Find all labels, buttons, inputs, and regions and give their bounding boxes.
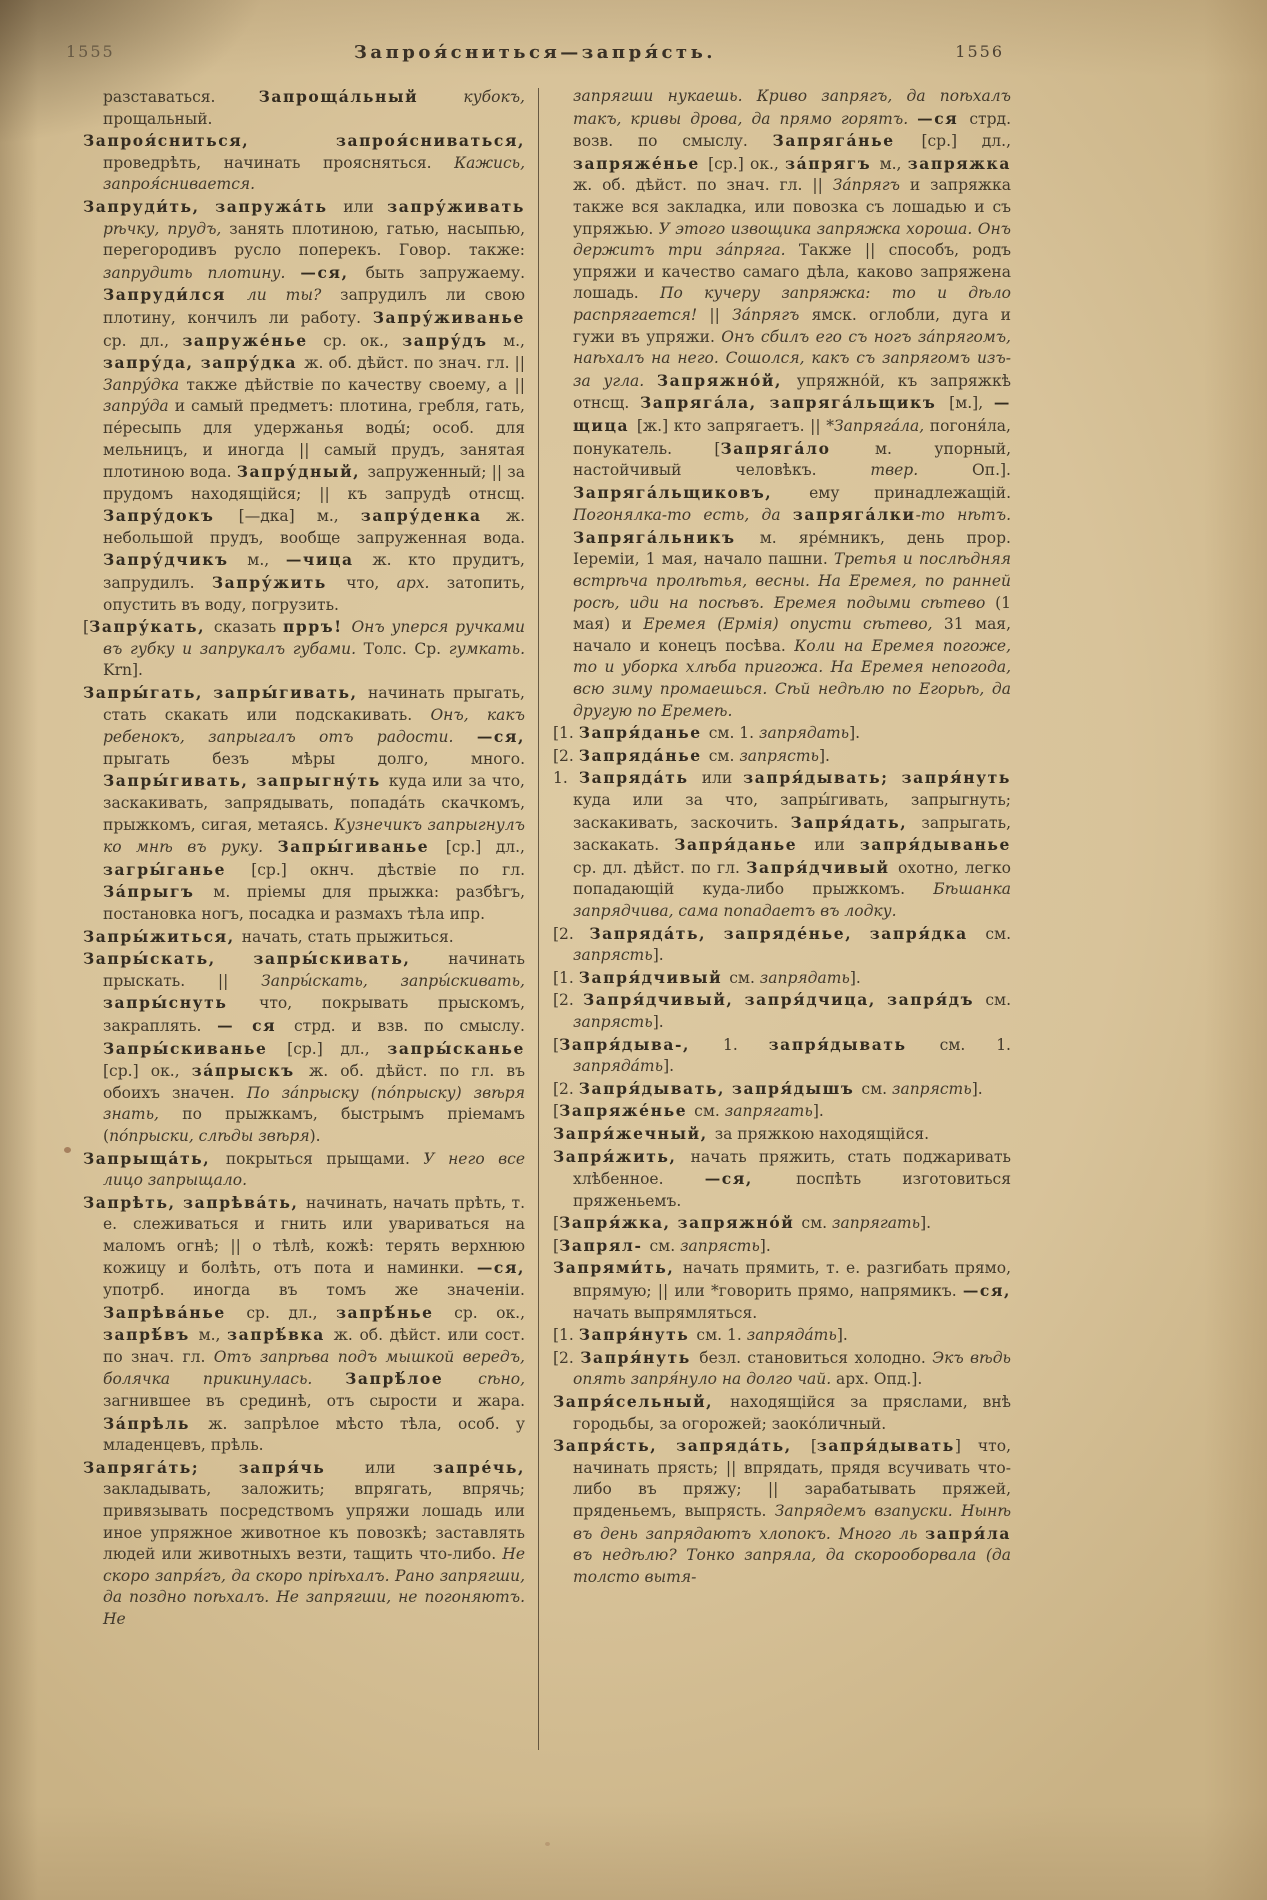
example-italic: запрягать xyxy=(832,1214,921,1233)
headword-bold: Запры́житься, xyxy=(83,926,242,946)
example-italic: Бѣшанка запрядчива, сама попадаетъ въ лодку. xyxy=(573,880,1011,920)
dictionary-entry: [Запрял- см. запрясть]. xyxy=(553,1235,771,1255)
page-number-left: 1555 xyxy=(66,42,115,61)
headword-bold: —ся, xyxy=(300,262,366,282)
example-italic: Запряга́ла, xyxy=(833,416,930,435)
headword-bold: загры́ганье xyxy=(103,859,252,879)
headword-bold: Запряже́нье xyxy=(559,1101,695,1121)
example-italic: За́прягъ xyxy=(832,176,910,195)
example-italic: У этого извощика запряжка хороша. Онъ держитъ три за́пряга. xyxy=(573,219,1011,260)
dictionary-entry: Запря́жить, начать пряжить, стать поджаривать хлѣбенное. —ся, поспѣть изготовиться пряженьемъ. xyxy=(553,1146,1011,1210)
page-number-right: 1556 xyxy=(955,42,1004,61)
example-italic: У него все лицо запрыщало. xyxy=(103,1149,525,1190)
headword-bold: Запру́докъ xyxy=(103,506,239,526)
headword-bold: Запря́дчивый, запря́дчица, запря́дъ xyxy=(583,990,986,1010)
column-divider-rule xyxy=(538,88,539,1750)
headword-bold: запруже́нье xyxy=(182,330,324,350)
ink-speck xyxy=(64,1147,71,1153)
headword-bold: запры́снуть xyxy=(103,993,260,1013)
dictionary-entry: Запря́сельный, находящійся за пряслами, внѣ городьбы, за огорожей; заоко́личный. xyxy=(553,1392,1011,1433)
headword-bold: —ся, xyxy=(476,1258,525,1278)
dictionary-entry: Запрями́ть, начать прямить, т. е. разгибать прямо, впрямую; || или *говорить прямо, напрямикъ. —ся, начать выпрямляться. xyxy=(553,1258,1011,1322)
example-italic: Кузнечикъ запрыгнулъ ко мнѣ въ руку. xyxy=(103,815,525,857)
dictionary-entry: Запруди́ть, запружа́ть или запру́живать рѣчку, прудъ, занять плотиною, гатью, насыпью, перегородивъ русло поперекъ. Говор. также: запрудить плотину. —ся, быть запружаему. Запруди́лся ли ты? запрудилъ ли свою плотину, кончилъ ли работу. Запру́живанье ср. дл., запруже́нье ср. ок., запру́дъ м., запру́да, запру́дка ж. об. дѣйст. по знач. гл. || Запру́дка также дѣйствіе по качеству своему, а || запру́да и самый предметъ: плотина, гребля, гать, пе́ресыпь для удержанья воды́; особ. для мельницъ, и иногда || самый прудъ, занятая плотиною вода. Запру́дный, запруженный; || за прудомъ находящійся; || къ запрудѣ отнсщ. Запру́докъ [—дка] м., запру́денка ж. небольшой прудъ, вообще запруженная вода. Запру́дчикъ м., —чица ж. кто прудитъ, запрудилъ. Запру́жить что, арх. затопить, опустить въ воду, погрузить. xyxy=(83,196,525,614)
example-italic: Погонялка-то есть, да xyxy=(573,506,793,525)
example-italic: Еремея (Ермія) опусти сѣтево, xyxy=(643,615,944,634)
running-head-title: Запроя́сниться—запря́сть. xyxy=(353,42,717,63)
dictionary-entry: Запрыща́ть, покрыться прыщами. У него все лицо запрыщало. xyxy=(83,1148,525,1190)
headword-bold: Запря́жечный, xyxy=(553,1123,715,1143)
headword-bold: Запры́гать, запры́гивать, xyxy=(83,683,369,703)
headword-bold: Запру́дчикъ xyxy=(103,550,248,570)
dictionary-entry: Запроя́сниться, запроя́сниваться, проведрѣть, начинать проясняться. Кажись, запроя́снивается. xyxy=(83,131,525,194)
dictionary-entry: Запрѣть, запрѣва́ть, начинать, начать прѣть, т. е. слеживаться и гнить или увариваться на маломъ огнѣ; || о тѣлѣ, кожѣ: терять верхнюю кожицу и болѣть, отъ пота и наминки. —ся, употрб. иногда въ томъ же значеніи. Запрѣва́нье ср. дл., запрѣ́нье ср. ок., запрѣ́въ м., запрѣ́вка ж. об. дѣйст. или сост. по знач. гл. Отъ запрѣва подъ мышкой вередъ, болячка прикинулась. Запрѣ́лое сѣно, загнившее въ срединѣ, отъ сырости и жара. За́прѣль ж. запрѣлое мѣсто тѣла, особ. у младенцевъ, прѣль. xyxy=(83,1192,525,1455)
headword-bold: запряжка xyxy=(907,153,1011,173)
dictionary-entry: Запря́сть, запряда́ть, [запря́дывать] что, начинать прясть; || впрядать, прядя всучивать что-либо въ пряжу; || зарабатывать пряжей, пряденьемъ, выпрясть. Запрядемъ взапуски. Нынѣ въ день запрядаютъ хлопокъ. Много ль запря́ла въ недѣлю? Тонко запряла, да скорооборвала (да толсто вытя- xyxy=(553,1436,1011,1586)
dictionary-entry: [Запря́дыва-, 1. запря́дывать см. 1. запряда́ть]. xyxy=(553,1034,1011,1076)
headword-bold: Запряга́ть; запря́чь xyxy=(83,1457,365,1477)
example-italic: запрудить плотину. xyxy=(103,263,301,282)
headword-bold: Запря́сельный, xyxy=(553,1392,731,1412)
example-italic: твер. xyxy=(870,461,973,480)
headword-bold: Запряжно́й, xyxy=(656,370,797,390)
example-italic: Коли на Еремея погоже, то и уборка хлѣба пригожа. На Еремея непогода, всю зиму промаешься. Сѣй недѣлю по Егорьѣ, да другую по Еремеѣ. xyxy=(573,636,1011,720)
example-italic: Онъ сбилъ его съ ногъ за́прягомъ, наѣхалъ на него. Сошолся, какъ съ запрягомъ изъ-за угла. xyxy=(573,327,1011,390)
headword-bold: —ся, xyxy=(476,727,525,747)
example-italic: сѣно, xyxy=(478,1370,525,1389)
headword-bold: запру́да, запру́дка xyxy=(103,353,305,373)
headword-bold: —ся, xyxy=(704,1169,797,1189)
dictionary-entry: [2. Запряда́нье см. запрясть]. xyxy=(553,745,830,765)
ink-speck xyxy=(545,1842,550,1846)
headword-bold: Запроща́льный xyxy=(258,87,464,106)
headword-bold: Запряга́нье xyxy=(772,131,922,151)
headword-bold: запры́сканье xyxy=(387,1038,525,1058)
headword-bold: За́прыгъ xyxy=(103,882,214,902)
headword-bold: —чица xyxy=(285,550,373,570)
example-italic: запряда́ть xyxy=(746,1326,837,1345)
headword-bold: Запряда́ть, запряде́нье, запря́дка xyxy=(589,923,986,943)
headword-bold: Запрѣть, запрѣва́ть, xyxy=(83,1192,306,1212)
example-italic: запрясть xyxy=(680,1236,760,1255)
headword-bold: прръ! xyxy=(282,617,352,637)
example-italic: запрядать xyxy=(759,724,850,743)
headword-bold: Запры́скать, запры́скивать, xyxy=(83,949,449,969)
example-italic: кубокъ, xyxy=(463,88,525,106)
headword-bold: —ся, xyxy=(962,1281,1011,1301)
headword-bold: Запроя́сниться, запроя́сниваться, xyxy=(83,131,525,151)
dictionary-entry: Запры́скать, запры́скивать, начинать прыскать. || Запры́скать, запры́скивать, запры́снуть что, покрывать прыскомъ, закраплять. — ся стрд. и взв. по смыслу. Запры́скиванье [ср.] дл., запры́сканье [ср.] ок., за́прыскъ ж. об. дѣйст. по гл. въ обоихъ значен. По за́прыску (по́прыску) звѣря знать, по прыжкамъ, быстрымъ пріемамъ (по́прыски, слѣды звѣря). xyxy=(83,949,525,1145)
headword-bold: запре́чь, xyxy=(432,1457,525,1477)
headword-bold: запря́дывать xyxy=(768,1034,940,1054)
headword-bold: Запря́данье xyxy=(578,723,709,743)
headword-bold: —ся xyxy=(917,108,970,128)
example-italic: гумкать. xyxy=(448,639,525,658)
example-italic: запрясть xyxy=(892,1079,972,1098)
headword-bold: Запрѣ́лое xyxy=(345,1369,479,1389)
example-italic: по́прыски, слѣды звѣря xyxy=(109,1126,310,1145)
example-italic: Запру́дка xyxy=(103,375,187,394)
headword-bold: Запря́нуть xyxy=(578,1325,697,1345)
headword-bold: запру́дъ xyxy=(402,330,504,350)
headword-bold: Запрѣва́нье xyxy=(103,1302,247,1322)
dictionary-entry: [2. Запря́дчивый, запря́дчица, запря́дъ см. запрясть]. xyxy=(553,990,1011,1031)
example-italic: Онъ, какъ ребенокъ, запрыгалъ отъ радости. xyxy=(103,705,525,747)
example-italic: Кажись, запроя́снивается. xyxy=(103,153,525,194)
text-columns xyxy=(83,86,1011,1776)
example-italic: Не скоро запря́гъ, да скоро пріѣхалъ. Рано запрягши, да поздно поѣхалъ. Не запрягши, не погоняютъ. Не xyxy=(103,1545,525,1628)
page-header xyxy=(60,42,1010,70)
example-italic: По за́прыску (по́прыску) звѣря знать, xyxy=(103,1083,525,1124)
headword-bold: Запря́сть, запряда́ть, xyxy=(553,1436,811,1456)
headword-bold: Запря́дывать, запря́дышъ xyxy=(578,1078,862,1098)
dictionary-entry: [2. Запряда́ть, запряде́нье, запря́дка см. запрясть]. xyxy=(553,923,1011,965)
example-italic: запрягать xyxy=(724,1102,813,1121)
headword-bold: запря́дывать xyxy=(816,1436,955,1456)
headword-bold: Запря́дать, xyxy=(790,812,922,832)
example-italic: По кучеру запряжка: то и дѣло распрягается! xyxy=(573,284,1011,324)
headword-bold: Запру́жить xyxy=(211,573,347,593)
dictionary-entry: [1. Запря́дчивый см. запрядать]. xyxy=(553,967,861,987)
headword-bold: Запру́дный, xyxy=(236,462,368,482)
headword-bold: запрѣ́нье xyxy=(336,1302,455,1322)
headword-bold: Запруди́ть, запружа́ть xyxy=(83,196,344,216)
headword-bold: Запря́дчивый xyxy=(578,967,730,987)
headword-bold: Запры́скиванье xyxy=(103,1038,288,1058)
headword-bold: — ся xyxy=(217,1015,294,1035)
headword-bold: Запруди́лся xyxy=(103,285,247,305)
dictionary-entry: [1. Запря́нуть см. 1. запряда́ть]. xyxy=(553,1325,848,1345)
headword-bold: Запрял- xyxy=(559,1235,650,1255)
example-italic: Запры́скать, запры́скивать, xyxy=(261,971,525,990)
example-italic: Запрядемъ взапуски. Нынѣ въ день запрядаютъ хлопокъ. Много ль xyxy=(573,1502,1011,1543)
example-italic: ли ты? xyxy=(246,286,341,305)
headword-bold: запру́денка xyxy=(360,506,506,526)
headword-bold: Запру́живанье xyxy=(372,307,525,327)
right-column xyxy=(553,86,1011,1776)
headword-bold: запру́живать xyxy=(387,196,525,216)
dictionary-entry: разставаться. Запроща́льный кубокъ, прощальный. xyxy=(103,87,525,128)
headword-bold: Запряга́льникъ xyxy=(573,527,760,547)
dictionary-entry: запрягши нукаешь. Криво запрягъ, да поѣхалъ такъ, кривы дрова, да прямо горятъ. —ся стрд. возв. по смыслу. Запряга́нье [ср.] дл., запряже́нье [ср.] ок., за́прягъ м., запряжка ж. об. дѣйст. по знач. гл. || За́прягъ и запряжка также вся закладка, или повозка съ лошадью и съ упряжью. У этого извощика запряжка хороша. Онъ держитъ три за́пряга. Также || способъ, родъ упряжи и качество самаго дѣла, каково запряжена лошадь. По кучеру запряжка: то и дѣло распрягается! || За́прягъ ямск. оглобли, дуга и гужи въ упряжи. Онъ сбилъ его съ ногъ за́прягомъ, наѣхалъ на него. Сошолся, какъ съ запрягомъ изъ-за угла. Запряжно́й, упряжно́й, къ запряжкѣ отнсщ. Запряга́ла, запряга́льщикъ [м.], —щица [ж.] кто запрягаетъ. || *Запряга́ла, погоня́ла, понукатель. [Запряга́ло м. упорный, настойчивый человѣкъ. твер. Оп.]. Запряга́льщиковъ, ему принадлежащій. Погонялка-то есть, да запряга́лки-то нѣтъ. Запряга́льникъ м. яре́мникъ, день прор. Іереміи, 1 мая, начало пашни. Третья и послѣдняя встрѣча пролѣтья, весны. На Еремея, по ранней росѣ, иди на посѣвъ. Еремея подыми сѣтево (1 мая) и Еремея (Ермія) опусти сѣтево, 31 мая, начало и конецъ посѣва. Коли на Еремея погоже, то и уборка хлѣба пригожа. На Еремея непогода, всю зиму промаешься. Сѣй недѣлю по Егорьѣ, да другую по Еремеѣ. xyxy=(573,87,1011,720)
dictionary-entry: Запры́гать, запры́гивать, начинать прыгать, стать скакать или подскакивать. Онъ, какъ ребенокъ, запрыгалъ отъ радости. —ся, прыгать безъ мѣры долго, много. Запры́гивать, запрыгну́ть куда или за что, заскакивать, запрядывать, попада́ть скачкомъ, прыжкомъ, сигая, метаясь. Кузнечикъ запрыгнулъ ко мнѣ въ руку. Запры́гиванье [ср.] дл., загры́ганье [ср.] окнч. дѣствіе по гл. За́прыгъ м. пріемы для прыжка: разбѣгъ, постановка ногъ, посадка и размахъ тѣла ипр. xyxy=(83,683,525,923)
headword-bold: Запряга́льщиковъ, xyxy=(573,482,810,502)
example-italic: запрядать xyxy=(759,968,850,987)
headword-bold: Запряга́ло xyxy=(720,438,875,458)
example-italic: запрягши нукаешь. Криво запрягъ, да поѣхалъ такъ, кривы дрова, да прямо горятъ. xyxy=(573,87,1011,128)
headword-bold: запряга́лки xyxy=(792,505,916,525)
dictionary-entry: [2. Запря́дывать, запря́дышъ см. запрясть]. xyxy=(553,1078,983,1098)
example-italic: За́прягъ xyxy=(732,305,812,324)
dictionary-entry: [Запру́кать, сказать прръ! Онъ уперся ручками въ губку и запрукалъ губами. Толс. Ср. гумкать. Krn]. xyxy=(83,617,525,680)
headword-bold: Запрями́ть, xyxy=(553,1258,683,1278)
headword-bold: Запря́дыва-, xyxy=(559,1034,723,1054)
headword-bold: Запряда́ть xyxy=(578,768,702,788)
headword-bold: запряже́нье xyxy=(573,153,709,173)
example-italic: арх. xyxy=(396,574,447,593)
example-italic: рѣчку, прудъ, xyxy=(103,219,230,238)
example-italic: запру́да xyxy=(103,397,175,416)
headword-bold: Запры́гиванье xyxy=(277,837,446,857)
headword-bold: за́прягъ xyxy=(785,153,880,173)
headword-bold: Запря́данье xyxy=(674,835,815,855)
left-column xyxy=(83,86,525,1776)
headword-bold: запрѣ́вка xyxy=(227,1325,334,1345)
headword-bold: Запряга́ла, запряга́льщикъ xyxy=(640,393,950,413)
example-italic: Отъ запрѣва подъ мышкой вередъ, болячка прикинулась. xyxy=(103,1347,525,1389)
headword-bold: запря́дывать; запря́нуть xyxy=(743,768,1011,788)
headword-bold: Запря́жка, запряжно́й xyxy=(559,1213,802,1233)
example-italic: Третья и послѣдняя встрѣча пролѣтья, весны. На Еремея, по ранней росѣ, иди на посѣвъ. Еремея подыми сѣтево xyxy=(573,550,1011,612)
dictionary-entry: [1. Запря́данье см. 1. запрядать]. xyxy=(553,723,861,743)
example-italic: Онъ уперся ручками въ губку и запрукалъ губами. xyxy=(103,618,525,658)
headword-bold: Запрыща́ть, xyxy=(83,1148,226,1168)
headword-bold: Запру́кать, xyxy=(89,617,214,637)
dictionary-entry: 1. Запряда́ть или запря́дывать; запря́нуть куда или за что, запры́гивать, запрыгнуть; заскакивать, заскочить. Запря́дать, запрыгать, заскакать. Запря́данье или запря́дыванье ср. дл. дѣйст. по гл. Запря́дчивый охотно, легко попадающій куда-либо прыжкомъ. Бѣшанка запрядчива, сама попадаетъ въ лодку. xyxy=(553,768,1011,920)
headword-bold: —щица xyxy=(573,393,1011,435)
headword-bold: Запры́гивать, запрыгну́ть xyxy=(103,771,389,791)
example-italic: -то нѣтъ. xyxy=(915,506,1011,525)
headword-bold: запря́ла xyxy=(925,1523,1011,1543)
dictionary-entry: [Запряже́нье см. запрягать]. xyxy=(553,1101,824,1121)
headword-bold: Запря́жить, xyxy=(553,1146,691,1166)
headword-bold: запрѣ́въ xyxy=(103,1325,199,1345)
headword-bold: за́прыскъ xyxy=(191,1061,309,1081)
dictionary-entry: [Запря́жка, запряжно́й см. запрягать]. xyxy=(553,1213,932,1233)
dictionary-entry: Запры́житься, начать, стать прыжиться. xyxy=(83,926,454,946)
example-italic: запрясть xyxy=(739,746,819,765)
example-italic: запряда́ть xyxy=(573,1057,664,1076)
headword-bold: Запряда́нье xyxy=(578,745,709,765)
example-italic: запрясть xyxy=(573,946,653,965)
example-italic: запрясть xyxy=(573,1012,653,1031)
headword-bold: Запря́нуть xyxy=(580,1347,700,1367)
dictionary-entry: Запря́жечный, за пряжкою находящійся. xyxy=(553,1123,930,1143)
dictionary-entry: Запряга́ть; запря́чь или запре́чь, закладывать, заложить; впрягать, впрячь; привязывать посредствомъ упряжи лошадь или иное упряжное животное къ повозкѣ; заставлять людей или животныхъ везти, тащить что-либо. Не скоро запря́гъ, да скоро пріѣхалъ. Рано запрягши, да поздно поѣхалъ. Не запрягши, не погоняютъ. Не xyxy=(83,1457,525,1628)
dictionary-entry: [2. Запря́нуть безл. становиться холодно. Экъ вѣдь опять запря́нуло на долго чай. арх. Опд.]. xyxy=(553,1347,1011,1389)
example-italic: въ недѣлю? Тонко запряла, да скорооборвала (да толсто вытя- xyxy=(573,1546,1011,1586)
headword-bold: Запря́дчивый xyxy=(746,857,898,877)
example-italic: Экъ вѣдь опять запря́нуло на долго чай. xyxy=(573,1348,1011,1389)
headword-bold: запря́дыванье xyxy=(859,835,1011,855)
headword-bold: За́прѣль xyxy=(103,1413,209,1433)
